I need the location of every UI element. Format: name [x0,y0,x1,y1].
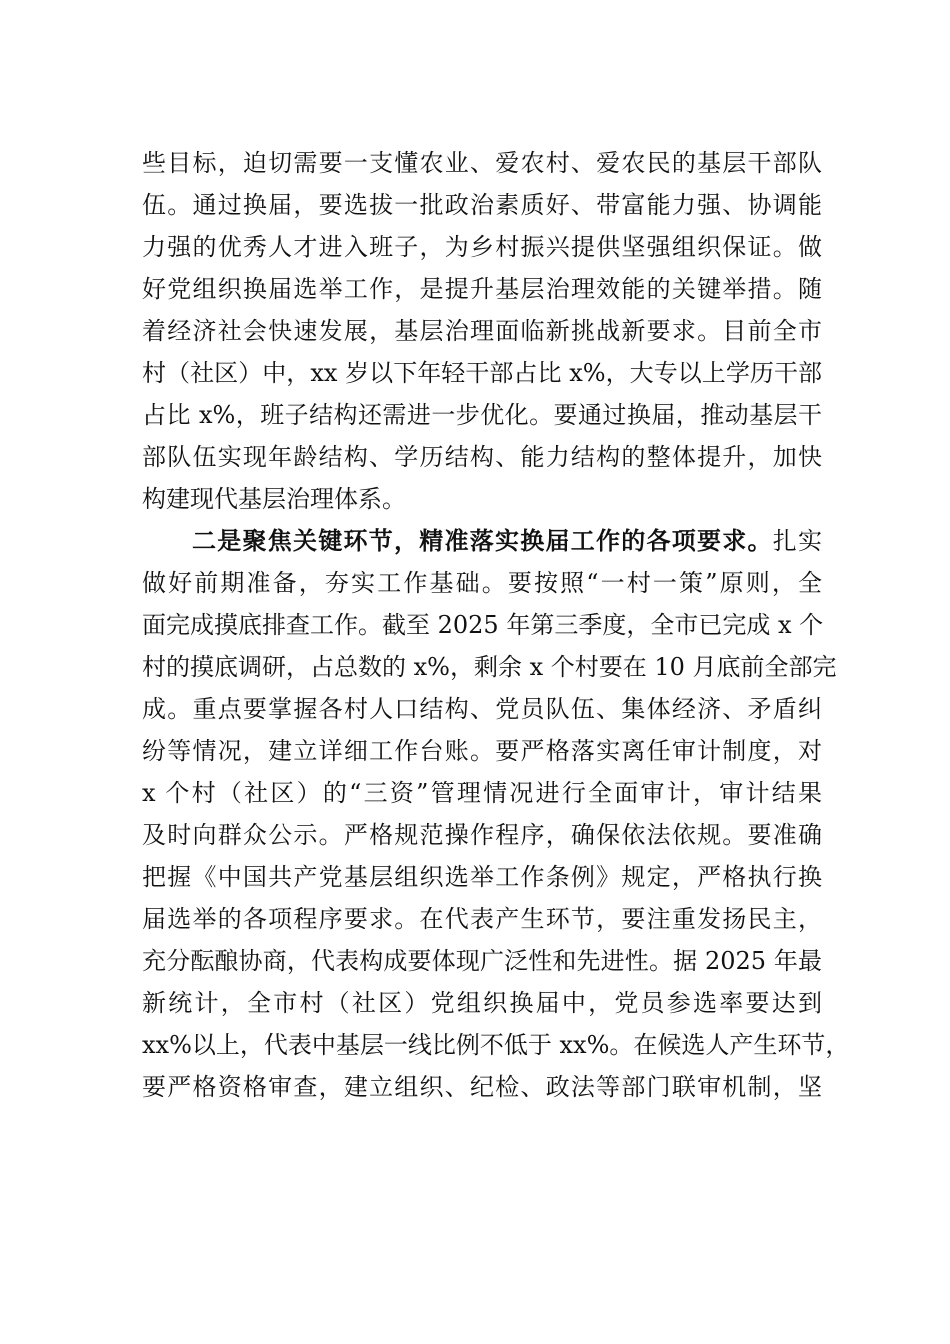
text-line: 做好前期准备，夯实工作基础。要按照“一村一策”原则，全 [142,569,822,597]
text-line: 村（社区）中，xx 岁以下年轻干部占比 x%，大专以上学历干部 [142,359,822,387]
text-line: 构建现代基层治理体系。 [142,485,406,513]
text-line: 力强的优秀人才进入班子，为乡村振兴提供坚强组织保证。做 [142,233,822,261]
text-line: 新统计，全市村（社区）党组织换届中，党员参选率要达到 [142,989,822,1017]
text-run: 扎实 [772,527,822,555]
text-line: 成。重点要掌握各村人口结构、党员队伍、集体经济、矛盾纠 [142,695,822,723]
document-page [142,142,850,1108]
text-line: 村的摸底调研，占总数的 x%，剩余 x 个村要在 10 月底前全部完 [142,653,837,681]
text-line [142,520,822,562]
paragraph-2 [142,520,850,1108]
text-line: 着经济社会快速发展，基层治理面临新挑战新要求。目前全市 [142,317,822,345]
text-line: 部队伍实现年龄结构、学历结构、能力结构的整体提升，加快 [142,443,822,471]
text-line: 些目标，迫切需要一支懂农业、爱农村、爱农民的基层干部队 [142,149,822,177]
text-line: x 个村（社区）的“三资”管理情况进行全面审计，审计结果 [142,779,822,807]
text-line: 充分酝酿协商，代表构成要体现广泛性和先进性。据 2025 年最 [142,947,822,975]
text-line: 面完成摸底排查工作。截至 2025 年第三季度，全市已完成 x 个 [142,611,824,639]
text-line: 把握《中国共产党基层组织选举工作条例》规定，严格执行换 [142,863,822,891]
text-line: 纷等情况，建立详细工作台账。要严格落实离任审计制度，对 [142,737,822,765]
paragraph-1 [142,142,822,520]
text-line: xx%以上，代表中基层一线比例不低于 xx%。在候选人产生环节， [142,1031,850,1059]
text-line: 占比 x%，班子结构还需进一步优化。要通过换届，推动基层干 [142,401,822,429]
text-line: 及时向群众公示。严格规范操作程序，确保依法依规。要准确 [142,821,822,849]
text-line: 届选举的各项程序要求。在代表产生环节，要注重发扬民主， [142,905,822,933]
text-line: 要严格资格审查，建立组织、纪检、政法等部门联审机制，坚 [142,1073,822,1101]
section-heading: 二是聚焦关键环节，精准落实换届工作的各项要求。 [192,526,773,555]
text-line: 伍。通过换届，要选拔一批政治素质好、带富能力强、协调能 [142,191,822,219]
text-line: 好党组织换届选举工作，是提升基层治理效能的关键举措。随 [142,275,822,303]
